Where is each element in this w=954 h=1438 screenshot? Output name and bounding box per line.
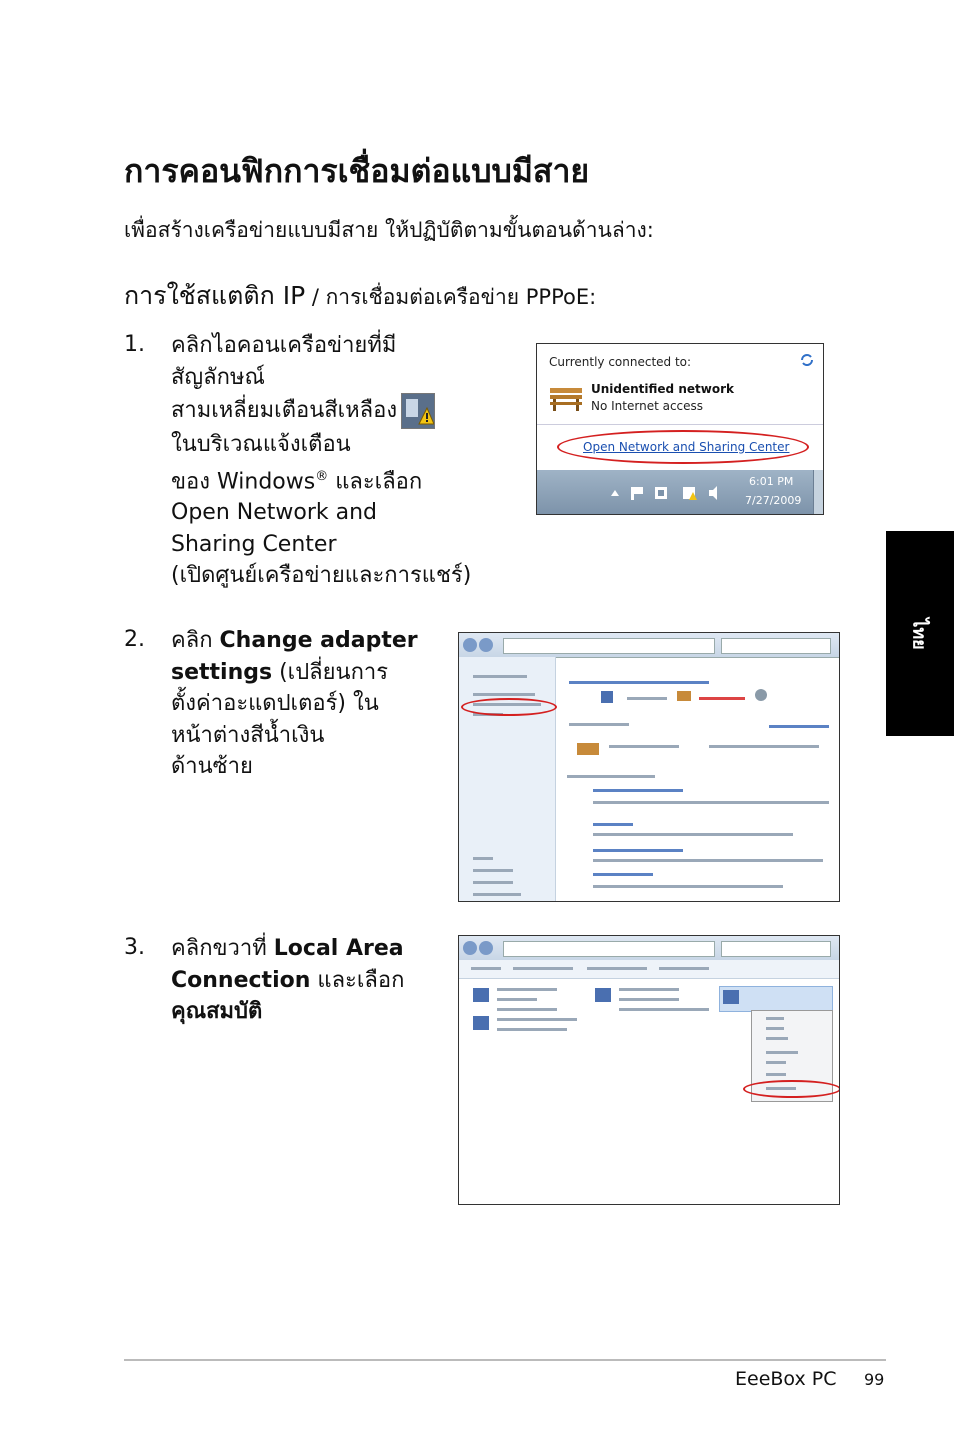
- network-status: No Internet access: [591, 399, 704, 413]
- step-3-text: [171, 933, 441, 1028]
- step-2-line: หน้าต่างสีน้ำเงิน: [171, 722, 325, 748]
- step-3-prefix: คลิกขวาที่: [171, 936, 274, 961]
- step-1-line: (เปิดศูนย์เครือข่ายและการแชร์): [171, 563, 472, 589]
- footer-brand: EeeBox PC: [735, 1368, 837, 1390]
- subheading-separator: /: [305, 285, 326, 309]
- footer-divider: [124, 1359, 886, 1361]
- step-1-number: 1.: [124, 332, 145, 357]
- step-2-bold2: settings: [171, 659, 273, 685]
- step-1-line: ในบริเวณแจ้งเตือน: [171, 432, 351, 457]
- step-1-line-text: สามเหลี่ยมเตือนสีเหลือง: [171, 398, 398, 423]
- step-3-bold3: คุณสมบัติ: [171, 999, 263, 1024]
- step-2-number: 2.: [124, 627, 145, 652]
- network-connections-screenshot: [458, 935, 840, 1205]
- bench-icon: [547, 380, 585, 414]
- left-pane: [459, 657, 556, 901]
- address-bar: [459, 936, 839, 961]
- subheading-secondary: การเชื่อมต่อเครือข่าย PPPoE:: [325, 285, 597, 309]
- step-2-line: ด้านซ้าย: [171, 754, 253, 779]
- step-2-line: [171, 625, 441, 657]
- step-3-line: [171, 965, 441, 997]
- highlight-ring: [557, 430, 809, 464]
- step-3-bold: Local Area: [273, 936, 404, 961]
- step-2-text: [171, 625, 441, 783]
- subheading-main: การใช้สแตติก IP: [124, 281, 306, 310]
- address-bar: [459, 633, 839, 658]
- network-warning-icon: [401, 393, 435, 429]
- page-title: การคอนฟิกการเชื่อมต่อแบบมีสาย: [124, 152, 590, 190]
- network-sharing-center-screenshot: [458, 632, 840, 902]
- step-2-bold: Change adapter: [219, 628, 418, 653]
- open-network-sharing-link[interactable]: Open Network and Sharing Center: [583, 440, 790, 454]
- step-1-line: คลิกไอคอนเครือข่ายที่มี: [171, 333, 397, 358]
- refresh-icon: [799, 352, 815, 368]
- network-popup-screenshot: [536, 343, 824, 515]
- highlight-ring: [743, 1080, 840, 1098]
- taskbar-time: 6:01 PM: [749, 475, 794, 488]
- step-2-rest: (เปลี่ยนการ: [272, 659, 389, 685]
- step-3-bold2: Connection: [171, 967, 311, 993]
- step-2-prefix: คลิก: [171, 628, 220, 653]
- subheading: [124, 276, 596, 316]
- tray-icons: [607, 484, 727, 502]
- step-1-line: Sharing Center: [171, 531, 337, 557]
- step-3-rest: และเลือก: [310, 967, 405, 993]
- language-tab: [886, 531, 954, 736]
- intro-text: เพื่อสร้างเครือข่ายแบบมีสาย ให้ปฏิบัติตามขั้นตอนด้านล่าง:: [124, 218, 654, 242]
- step-1-line: [171, 393, 511, 429]
- step-1-line: Open Network and: [171, 500, 377, 526]
- step-1-line: สัญลักษณ์: [171, 364, 265, 390]
- step-1-and-select: และเลือก: [328, 468, 423, 494]
- language-tab-label: ไทย: [908, 617, 930, 650]
- step-1-line: [171, 461, 511, 498]
- step-2-line: [171, 657, 441, 689]
- highlight-ring: [461, 698, 557, 716]
- page-number: 99: [864, 1370, 885, 1389]
- popup-header: Currently connected to:: [549, 355, 692, 369]
- step-2-line: ตั้งค่าอะแดปเตอร์) ใน: [171, 691, 379, 716]
- step-3-number: 3.: [124, 935, 145, 960]
- step-1-line-text: ของ Windows: [171, 468, 316, 494]
- step-3-line: [171, 996, 441, 1028]
- taskbar-date: 7/27/2009: [745, 494, 802, 507]
- step-3-line: [171, 933, 441, 965]
- registered-mark: ®: [315, 468, 329, 484]
- network-name: Unidentified network: [591, 382, 734, 396]
- step-1-text: [171, 330, 511, 592]
